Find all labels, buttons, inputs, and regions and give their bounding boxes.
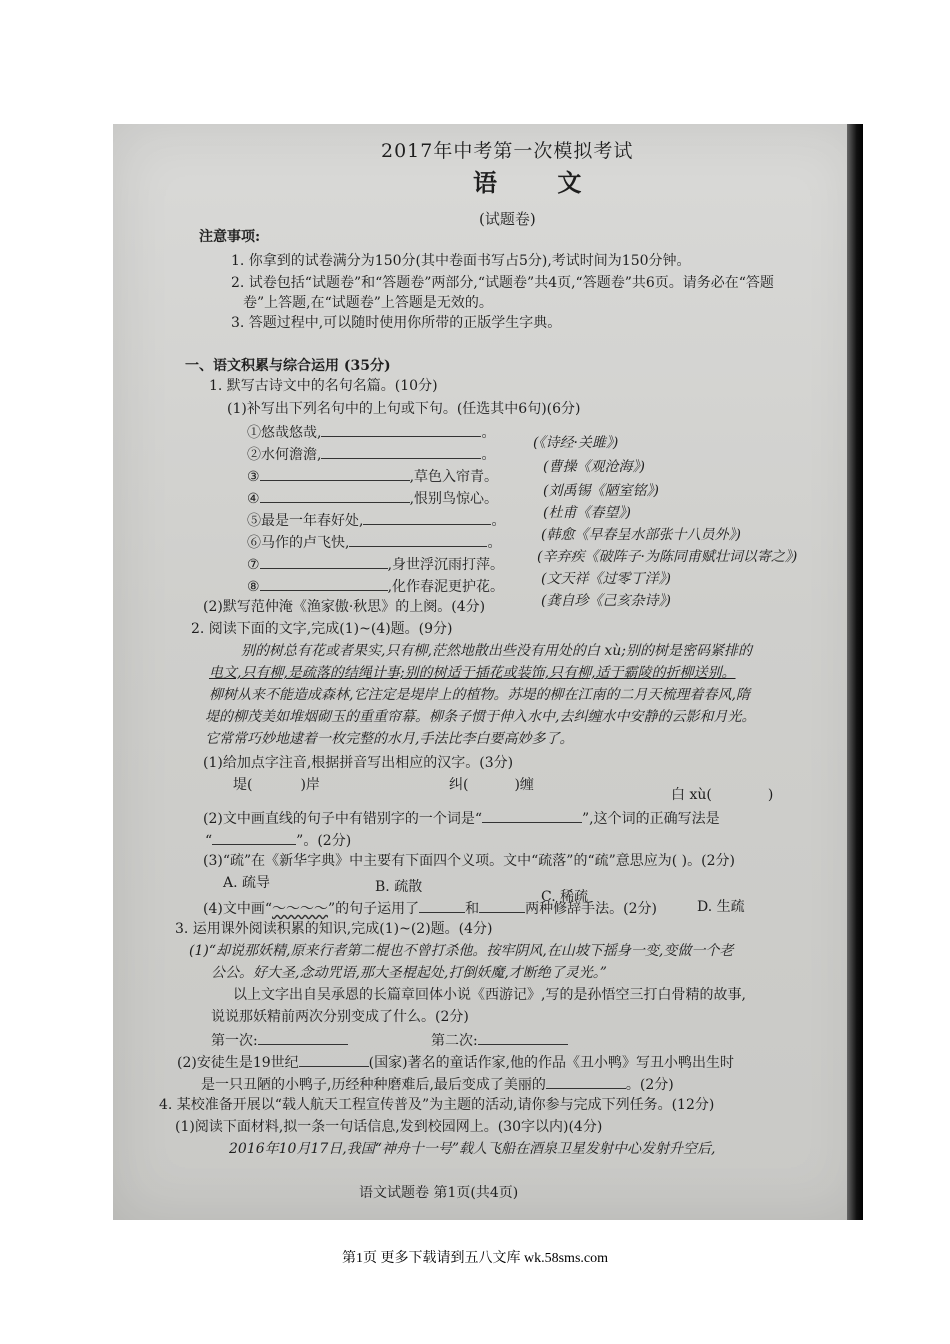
q4-s1: (1)阅读下面材料,拟一条一句话信息,发到校园网上。(30字以内)(4分) bbox=[175, 1119, 603, 1135]
option-b[interactable]: B. 疏散 bbox=[375, 879, 423, 895]
quote-line: 公公。好大圣,念动咒语,那大圣棍起处,打倒妖魔,才断绝了灵光。” bbox=[211, 965, 607, 981]
q2-s4: (4)文中画“～～～～”的句子运用了 和 两种修辞手法。(2分) bbox=[203, 898, 657, 918]
poem-source: (杜甫《春望》) bbox=[543, 505, 631, 521]
answer-blank[interactable] bbox=[260, 576, 388, 591]
page-footer: 第1页 更多下载请到五八文库 wk.58sms.com bbox=[342, 1251, 608, 1266]
q2-s3: (3)“疏”在《新华字典》中主要有下面四个义项。文中“疏落”的“疏”意思应为( )。(2分) bbox=[203, 853, 735, 869]
q1-sub1: (1)补写出下列名句中的上句或下句。(任选其中6句)(6分) bbox=[227, 401, 581, 417]
answer-blank[interactable] bbox=[212, 830, 296, 845]
poem-source: (韩愈《早春呈水部张十八员外》) bbox=[541, 527, 741, 543]
exam-paper-photo bbox=[113, 124, 863, 1220]
q3-s2: (2)安徒生是19世纪 (国家)著名的童话作家,他的作品《丑小鸭》写丑小鸭出生时 bbox=[177, 1052, 734, 1072]
poem-pre: ⑦ bbox=[247, 557, 260, 573]
poem-pre: ⑧ bbox=[247, 579, 260, 595]
answer-blank[interactable] bbox=[478, 1030, 568, 1045]
poem-post: 。 bbox=[491, 513, 506, 529]
q3-line: 以上文字出自吴承恩的长篇章回体小说《西游记》,写的是孙悟空三打白骨精的故事, bbox=[233, 987, 746, 1003]
poem-post: ,化作春泥更护花。 bbox=[387, 579, 505, 595]
pinyin-item: 纠( )缠 bbox=[449, 777, 534, 793]
answer-blank[interactable] bbox=[258, 1030, 348, 1045]
poem-source: (刘禹锡《陋室铭》) bbox=[543, 483, 659, 499]
answer-blank[interactable] bbox=[482, 808, 582, 823]
poem-pre: ②水何澹澹, bbox=[247, 447, 322, 463]
answer-blank[interactable] bbox=[260, 466, 410, 481]
poem-post: 。 bbox=[487, 535, 502, 551]
answer-blank[interactable] bbox=[419, 898, 465, 913]
poem-line bbox=[247, 554, 504, 574]
poem-post: 。 bbox=[481, 425, 496, 441]
option-d[interactable]: D. 生疏 bbox=[697, 899, 745, 915]
option-a[interactable]: A. 疏导 bbox=[223, 875, 271, 891]
poem-post: ,身世浮沉雨打萍。 bbox=[387, 557, 505, 573]
pinyin-item: 堤( )岸 bbox=[233, 777, 320, 793]
poem-source: (文天祥《过零丁洋》) bbox=[541, 571, 671, 587]
answer-blank[interactable] bbox=[363, 510, 491, 525]
answer-blank[interactable] bbox=[321, 444, 481, 459]
answer-blank[interactable] bbox=[479, 898, 525, 913]
q4-title: 4. 某校准备开展以“载人航天工程宣传普及”为主题的活动,请你参与完成下列任务。(12分) bbox=[159, 1097, 715, 1113]
note-item: 卷”上答题,在“试题卷”上答题是无效的。 bbox=[243, 295, 493, 311]
q2-s1: (1)给加点字注音,根据拼音写出相应的汉字。(3分) bbox=[203, 755, 514, 771]
photo-page-footer: 语文试题卷 第1页(共4页) bbox=[359, 1185, 519, 1201]
paper-type: (试题卷) bbox=[479, 210, 536, 228]
subject-title: 语 文 bbox=[473, 168, 608, 197]
q2-s2: (2)文中画直线的句子中有错别字的一个词是“ ”,这个词的正确写法是 bbox=[203, 808, 720, 828]
poem-pre: ①悠哉悠哉, bbox=[247, 425, 322, 441]
poem-line bbox=[247, 466, 498, 486]
q4-material: 2016年10月17日,我国“神舟十一号”载人飞船在酒泉卫星发射中心发射升空后, bbox=[229, 1141, 716, 1157]
note-item: 1. 你拿到的试卷满分为150分(其中卷面书写占5分),考试时间为150分钟。 bbox=[231, 253, 691, 269]
poem-source: (辛弃疾《破阵子·为陈同甫赋壮词以寄之》) bbox=[537, 549, 798, 565]
poem-post: ,恨别鸟惊心。 bbox=[409, 491, 499, 507]
passage-line: 柳树从来不能造成森林,它注定是堤岸上的植物。苏堤的柳在江南的二月天梳理着春风,隋 bbox=[209, 687, 750, 703]
poem-source: (《诗经·关雎》) bbox=[533, 435, 619, 451]
note-item: 3. 答题过程中,可以随时使用你所带的正版学生字典。 bbox=[231, 315, 562, 331]
answer-blank[interactable] bbox=[349, 532, 487, 547]
poem-line bbox=[247, 422, 495, 442]
answer-blank[interactable] bbox=[299, 1052, 369, 1067]
note-item: 2. 试卷包括“试题卷”和“答题卷”两部分,“试题卷”共4页,“答题卷”共6页。请务必在“答题 bbox=[231, 275, 774, 291]
q3-line: 说说那妖精前两次分别变成了什么。(2分) bbox=[211, 1009, 469, 1025]
poem-source: (龚自珍《己亥杂诗》) bbox=[541, 593, 671, 609]
exam-title: 2017年中考第一次模拟考试 bbox=[381, 140, 634, 162]
poem-pre: ④ bbox=[247, 491, 260, 507]
poem-post: ,草色入帘青。 bbox=[409, 469, 499, 485]
photo-dark-edge bbox=[847, 124, 863, 1220]
passage-line: 电文,只有柳,是疏落的结绳计事;别的树适于插花或装饰,只有柳,适于霸陵的折柳送别。 bbox=[209, 665, 736, 681]
first-answer: 第一次: bbox=[211, 1030, 348, 1050]
poem-pre: ⑥马作的卢飞快, bbox=[247, 535, 350, 551]
answer-blank[interactable] bbox=[260, 488, 410, 503]
poem-pre: ③ bbox=[247, 469, 260, 485]
passage-line: 别的树总有花或者果实,只有柳,茫然地散出些没有用处的白 xù;别的树是密码紧排的 bbox=[241, 643, 752, 659]
passage-line: 它常常巧妙地逮着一枚完整的水月,手法比李白要高妙多了。 bbox=[205, 731, 574, 747]
answer-blank[interactable] bbox=[546, 1074, 626, 1089]
section-heading: 一、语文积累与综合运用 (35分) bbox=[185, 358, 391, 374]
quote-line: (1)“却说那妖精,原来行者第二棍也不曾打杀他。按牢阴风,在山坡下摇身一变,变做一个老 bbox=[189, 943, 734, 959]
q1-sub2: (2)默写范仲淹《渔家傲·秋思》的上阕。(4分) bbox=[203, 599, 486, 615]
answer-blank[interactable] bbox=[260, 554, 388, 569]
passage-line: 堤的柳茂美如堆烟砌玉的重重帘幕。柳条子惯于伸入水中,去纠缠水中安静的云影和月光。 bbox=[205, 709, 756, 725]
q2-s2-cont: “ ”。(2分) bbox=[205, 830, 351, 850]
answer-blank[interactable] bbox=[321, 422, 481, 437]
poem-line bbox=[247, 444, 495, 464]
poem-line bbox=[247, 510, 505, 530]
second-answer: 第二次: bbox=[431, 1030, 568, 1050]
poem-source: (曹操《观沧海》) bbox=[543, 459, 645, 475]
poem-pre: ⑤最是一年春好处, bbox=[247, 513, 364, 529]
notes-heading: 注意事项: bbox=[199, 229, 261, 245]
q3-title: 3. 运用课外阅读积累的知识,完成(1)~(2)题。(4分) bbox=[175, 921, 493, 937]
poem-line bbox=[247, 576, 504, 596]
q3-s2-cont: 是一只丑陋的小鸭子,历经种种磨难后,最后变成了美丽的 。(2分) bbox=[201, 1074, 674, 1094]
poem-line bbox=[247, 488, 498, 508]
poem-post: 。 bbox=[481, 447, 496, 463]
poem-line bbox=[247, 532, 501, 552]
option-c[interactable]: C. 稀疏 bbox=[541, 889, 589, 905]
q1-title: 1. 默写古诗文中的名句名篇。(10分) bbox=[209, 378, 438, 394]
q2-title: 2. 阅读下面的文字,完成(1)~(4)题。(9分) bbox=[191, 621, 453, 637]
pinyin-item: 白 xù( ) bbox=[671, 787, 774, 803]
